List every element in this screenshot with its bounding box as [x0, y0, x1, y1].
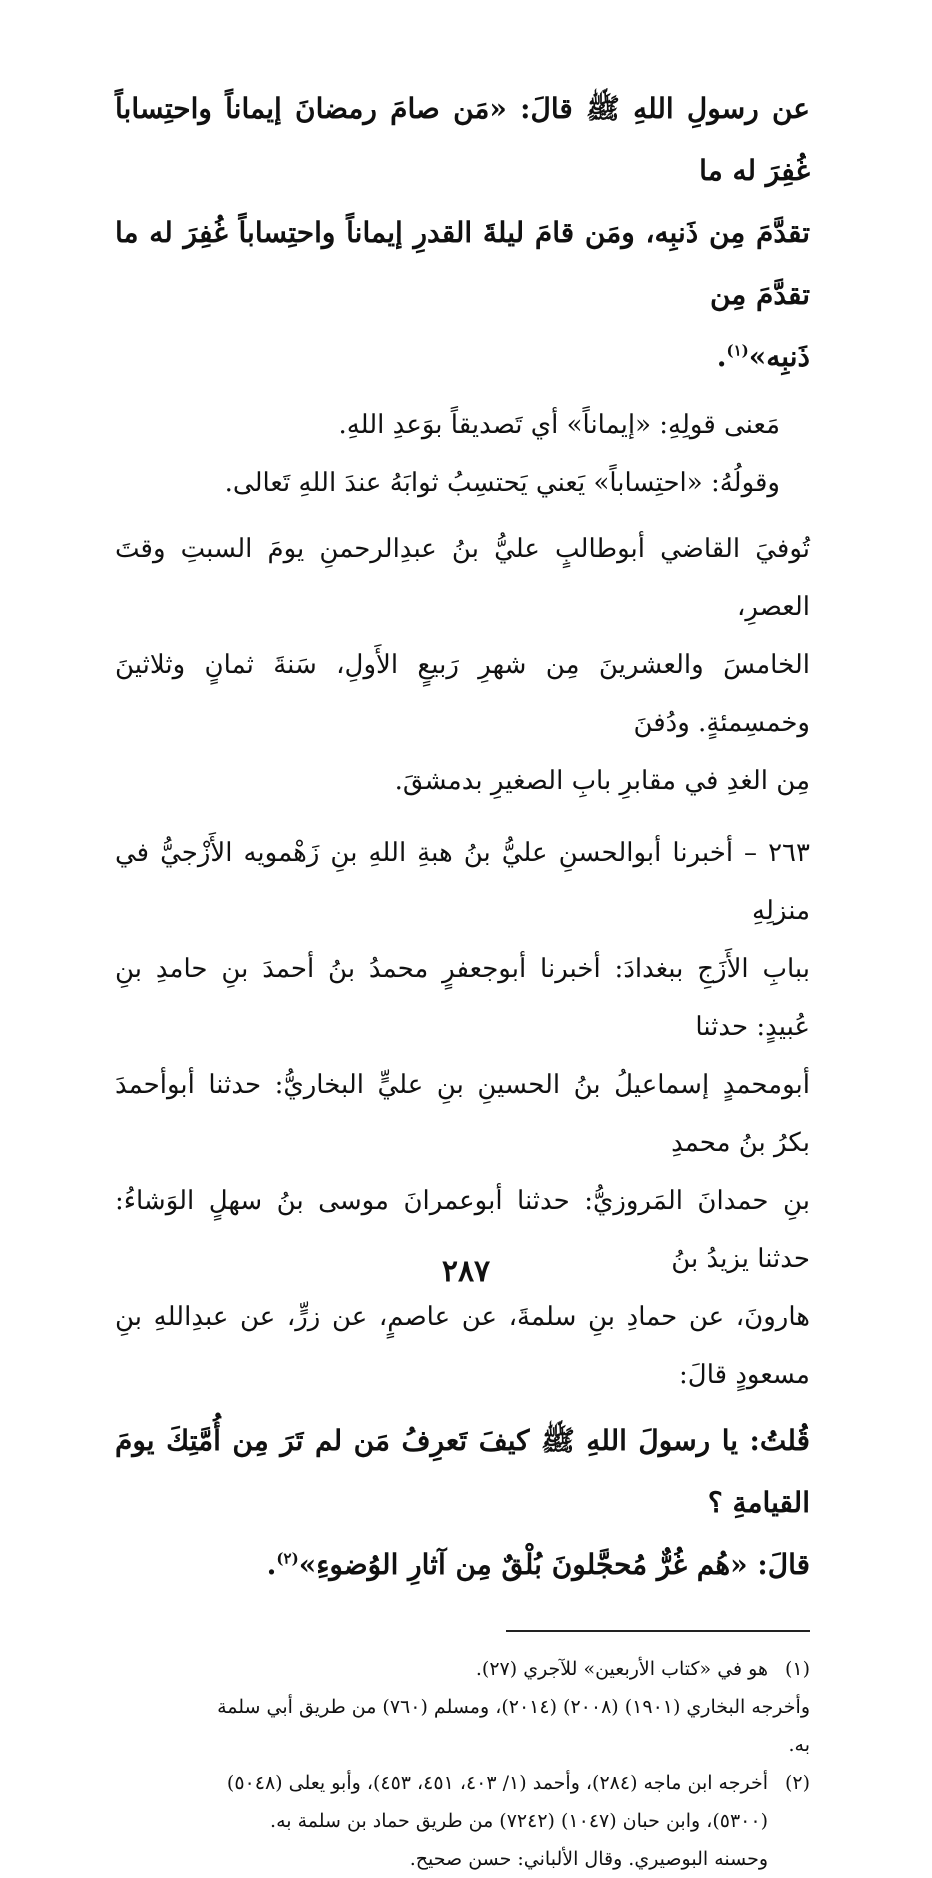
- footnote-line: [115, 1650, 810, 1688]
- text-line: [115, 1534, 810, 1596]
- text-line: الخامسَ والعشرينَ مِن شهرِ رَبيعٍ الأَولِ، سَنةَ ثمانٍ وثلاثينَ وخمسِمئةٍ. ودُفنَ: [115, 650, 810, 738]
- text-line: مِن الغدِ في مقابرِ بابِ الصغيرِ بدمشقَ.: [394, 766, 810, 796]
- text-fragment: قالَ: «هُم غُرٌّ مُحجَّلونَ بُلْقٌ مِن آثارِ الوُضوءِ»: [298, 1548, 810, 1581]
- footnote-number: (١): [784, 1658, 810, 1680]
- text-line: قُلتُ: يا رسولَ اللهِ ﷺ كيفَ تَعرِفُ مَن لم تَرَ مِن أُمَّتِكَ يومَ القيامةِ ؟: [115, 1424, 810, 1519]
- footnote-separator: [506, 1630, 810, 1632]
- text-line: تُوفيَ القاضي أبوطالبٍ عليُّ بنُ عبدِالرحمنِ يومَ السبتِ وقتَ العصرِ،: [115, 534, 810, 622]
- footnote-ref-2[interactable]: (٢): [276, 1549, 299, 1568]
- text-line: هارونَ، عن حمادِ بنِ سلمةَ، عن عاصمٍ، عن زرٍّ، عن عبدِاللهِ بنِ مسعودٍ قالَ:: [115, 1302, 810, 1390]
- text-line: بنِ حمدانَ المَروزيُّ: حدثنا أبوعمرانَ موسى بنُ سهلٍ الوَشاءُ: حدثنا يزيدُ بنُ: [115, 1186, 810, 1274]
- text-line: تقدَّمَ مِن ذَنبِه، ومَن قامَ ليلةَ القدرِ إيماناً واحتِساباً غُفِرَ له ما تقدَّمَ مِن: [115, 216, 810, 311]
- text-line: مَعنى قولِهِ: «إيماناً» أي تَصديقاً بوَعدِ اللهِ.: [338, 410, 780, 440]
- text-fragment: ذَنبِه»: [748, 340, 810, 373]
- text-line: وقولُهُ: «احتِساباً» يَعني يَحتسِبُ ثوابَهُ عندَ اللهِ تَعالى.: [224, 468, 780, 498]
- meaning-ihtisab: [115, 454, 810, 512]
- text-line: ببابِ الأَزَجِ ببغدادَ: أخبرنا أبوجعفرٍ محمدُ بنُ أحمدَ بنِ حامدِ بنِ عُبيدٍ: حدثنا: [115, 954, 810, 1042]
- footnote-number: (٢): [784, 1772, 810, 1794]
- hadith-263-isnad: [115, 824, 810, 1404]
- footnote-ref-1[interactable]: (١): [726, 341, 749, 360]
- hadith-263-matn: [115, 1410, 810, 1596]
- page-number: ٢٨٧: [441, 1254, 491, 1289]
- footnote-line: وأخرجه البخاري (١٩٠١) (٢٠٠٨) (٢٠١٤)، ومسلم (٧٦٠) من طريق أبي سلمة: [217, 1696, 810, 1718]
- text-line: عن رسولِ اللهِ ﷺ قالَ: «مَن صامَ رمضانَ إيماناً واحتِساباً غُفِرَ له ما: [115, 92, 810, 187]
- footnote-text: هو في «كتاب الأربعين» للآجري (٢٧).: [475, 1658, 768, 1680]
- text-fragment: .: [716, 340, 727, 373]
- footnote-text: أخرجه ابن ماجه (٢٨٤)، وأحمد (١/ ٤٠٣، ٤٥١، ٤٥٣)، وأبو يعلى (٥٠٤٨): [226, 1772, 768, 1794]
- footnote-line: به.: [788, 1734, 810, 1756]
- footnote-line: (٥٣٠٠)، وابن حبان (١٠٤٧) (٧٢٤٢) من طريق حماد بن سلمة به.: [270, 1810, 768, 1832]
- footnote-line: [115, 1764, 810, 1802]
- footnote-1: [115, 1650, 810, 1764]
- footnote-line: وحسنه البوصيري. وقال الألباني: حسن صحيح.: [409, 1848, 768, 1870]
- hadith-text-block: [115, 78, 810, 388]
- death-notice-paragraph: [115, 520, 810, 810]
- footnote-2: [115, 1764, 810, 1878]
- text-line: ٢٦٣ – أخبرنا أبوالحسنِ عليُّ بنُ هبةِ اللهِ بنِ زَهْمويه الأَزْجيُّ في منزلِهِ: [115, 838, 810, 926]
- text-line: أبومحمدٍ إسماعيلُ بنُ الحسينِ بنِ عليٍّ البخاريُّ: حدثنا أبوأحمدَ بكرُ بنُ محمدِ: [115, 1070, 810, 1158]
- meaning-iman: [115, 396, 810, 454]
- text-line: [115, 326, 810, 388]
- text-fragment: .: [266, 1548, 277, 1581]
